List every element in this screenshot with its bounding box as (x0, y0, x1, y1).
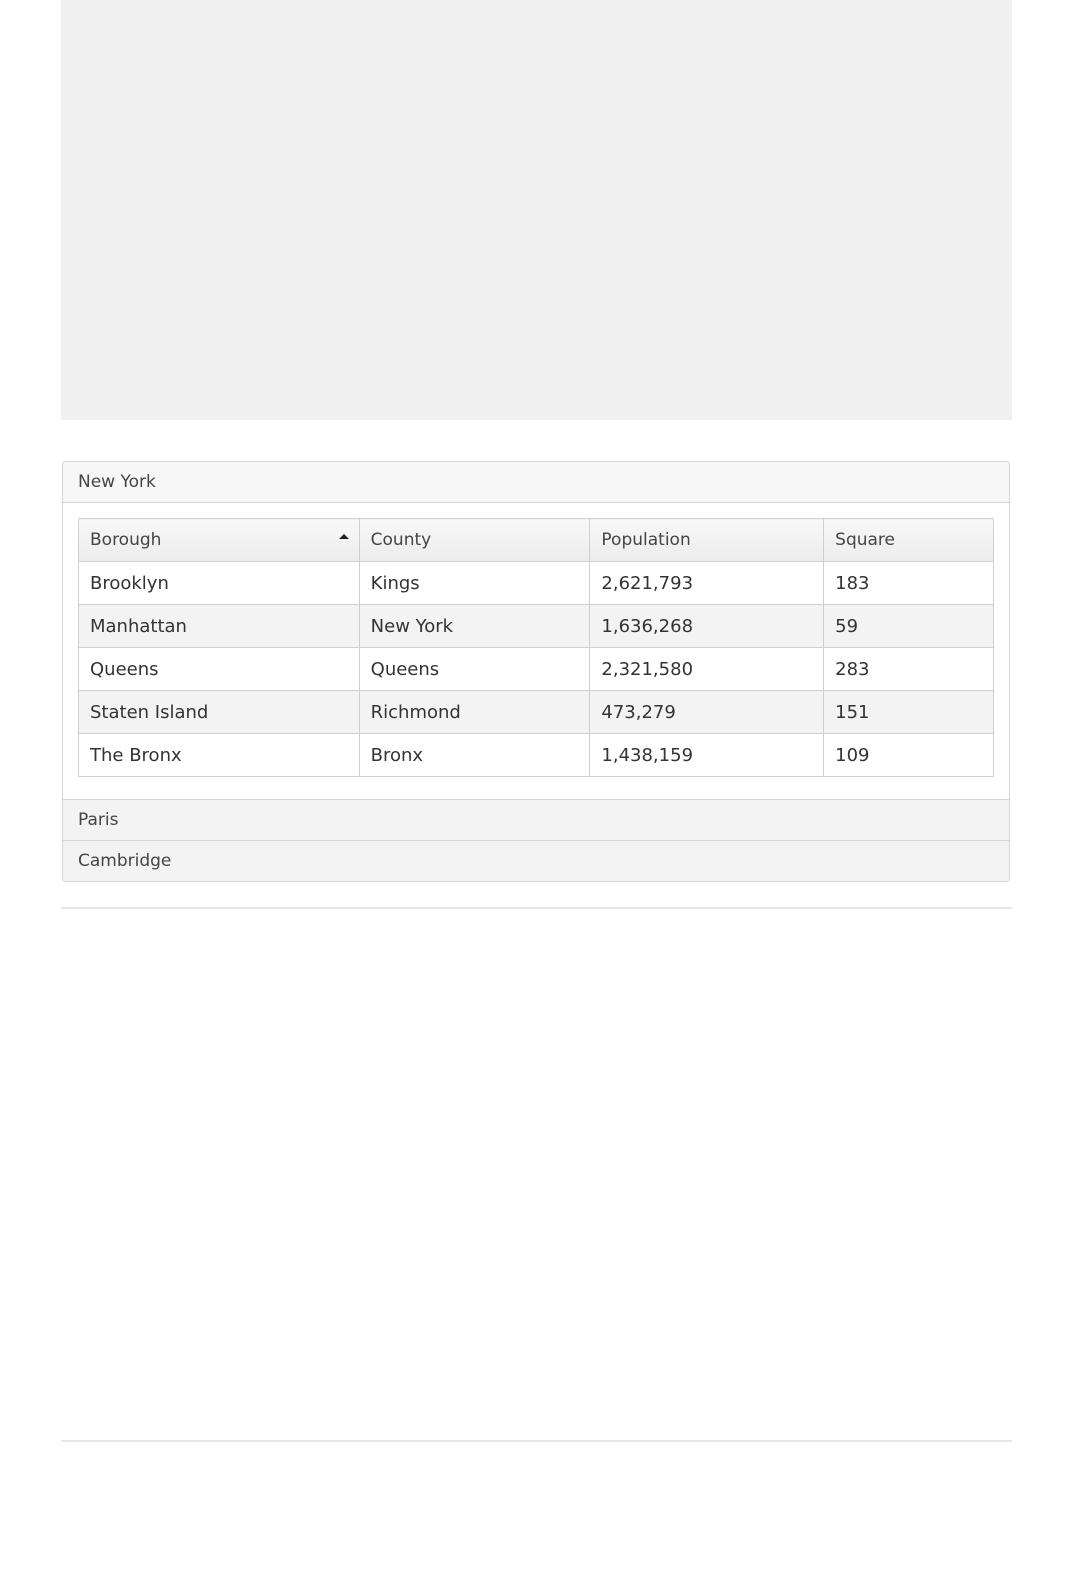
cell-square: 109 (824, 734, 994, 777)
cell-square: 59 (824, 605, 994, 648)
column-header-square[interactable] (824, 519, 994, 562)
accordion (62, 461, 1010, 882)
column-header-population[interactable] (590, 519, 824, 562)
accordion-header-paris[interactable]: Paris (63, 799, 1009, 840)
column-header-borough[interactable] (79, 519, 360, 562)
cell-borough: Queens (79, 648, 360, 691)
table-header-row (79, 519, 994, 562)
table-row[interactable] (79, 562, 994, 605)
cell-borough: Brooklyn (79, 562, 360, 605)
cell-population: 1,636,268 (590, 605, 824, 648)
sort-ascending-icon (339, 534, 349, 539)
column-header-county[interactable] (359, 519, 590, 562)
accordion-header-cambridge[interactable]: Cambridge (63, 840, 1009, 881)
cell-population: 473,279 (590, 691, 824, 734)
placeholder-area (61, 0, 1012, 420)
column-header-label: County (370, 530, 432, 550)
cell-borough: Staten Island (79, 691, 360, 734)
cell-population: 2,621,793 (590, 562, 824, 605)
table-row[interactable] (79, 605, 994, 648)
cell-borough: The Bronx (79, 734, 360, 777)
cell-population: 2,321,580 (590, 648, 824, 691)
cell-borough: Manhattan (79, 605, 360, 648)
cell-county: Queens (359, 648, 590, 691)
column-header-label: Borough (90, 530, 162, 550)
accordion-content-new-york (63, 503, 1009, 799)
table-row[interactable] (79, 734, 994, 777)
cell-county: Richmond (359, 691, 590, 734)
cell-county: New York (359, 605, 590, 648)
cell-square: 283 (824, 648, 994, 691)
divider (61, 1440, 1012, 1442)
table-row[interactable] (79, 648, 994, 691)
cell-population: 1,438,159 (590, 734, 824, 777)
divider (61, 907, 1012, 909)
column-header-label: Square (835, 530, 896, 550)
borough-table (78, 518, 994, 777)
cell-square: 183 (824, 562, 994, 605)
accordion-header-new-york[interactable]: New York (63, 462, 1009, 503)
cell-county: Kings (359, 562, 590, 605)
cell-county: Bronx (359, 734, 590, 777)
column-header-label: Population (601, 530, 691, 550)
cell-square: 151 (824, 691, 994, 734)
table-row[interactable] (79, 691, 994, 734)
